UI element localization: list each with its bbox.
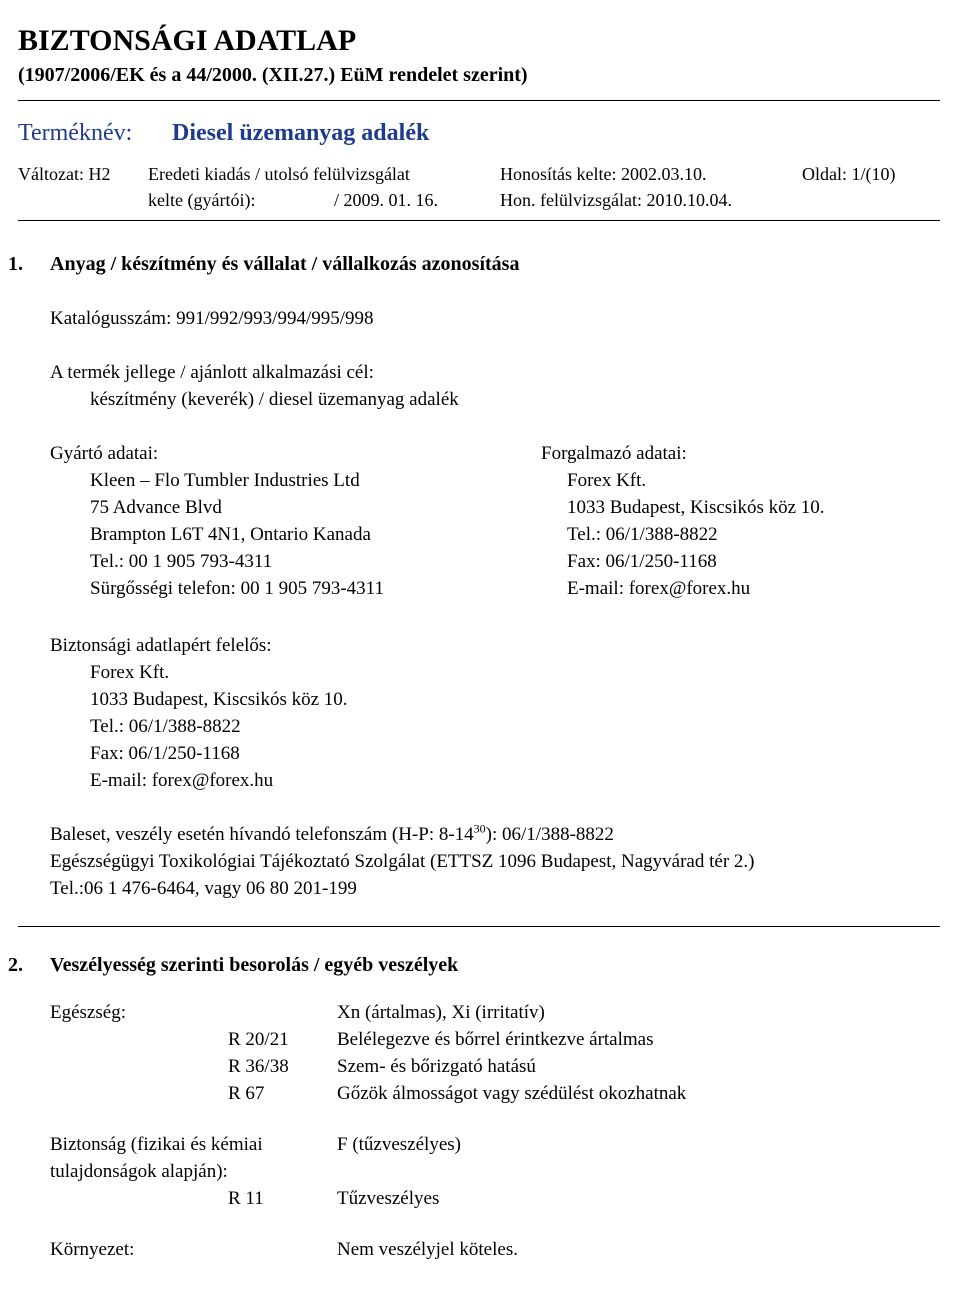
product-name: Diesel üzemanyag adalék <box>172 120 430 146</box>
distributor-line: Forex Kft. <box>567 470 647 491</box>
manufacturer-line: Brampton L6T 4N1, Ontario Kanada <box>90 524 371 545</box>
r-phrase-code: R 67 <box>228 1083 265 1104</box>
section-divider <box>18 926 940 927</box>
header-rule-bottom <box>18 220 940 221</box>
distributor-line: 1033 Budapest, Kiscsikós köz 10. <box>567 497 825 518</box>
section1-number: 1. <box>8 253 23 275</box>
manufacturer-line: Kleen – Flo Tumbler Industries Ltd <box>90 470 360 491</box>
page-number: Oldal: 1/(10) <box>802 164 896 184</box>
r-phrase-text: Tűzveszélyes <box>337 1188 440 1209</box>
issue-date: / 2009. 01. 16. <box>334 190 439 210</box>
r-phrase-text: Belélegezve és bőrrel érintkezve ártalmas <box>337 1029 654 1050</box>
issue-label-1: Eredeti kiadás / utolsó felülvizsgálat <box>148 164 410 184</box>
ettsz-tel: Tel.:06 1 476-6464, vagy 06 80 201-199 <box>50 878 357 899</box>
purpose-value: készítmény (keverék) / diesel üzemanyag adalék <box>90 389 459 410</box>
purpose-label: A termék jellege / ajánlott alkalmazási cél: <box>50 362 374 383</box>
distributor-label: Forgalmazó adatai: <box>541 443 687 464</box>
r-phrase-text: Gőzök álmosságot vagy szédülést okozhatnak <box>337 1083 687 1104</box>
responsible-line: 1033 Budapest, Kiscsikós köz 10. <box>90 689 348 710</box>
section2-title: Veszélyesség szerinti besorolás / egyéb veszélyek <box>50 954 459 976</box>
hon-review: Hon. felülvizsgálat: 2010.10.04. <box>500 190 732 210</box>
issue-label-2: kelte (gyártói): <box>148 190 256 210</box>
ettsz-info: Egészségügyi Toxikológiai Tájékoztató Szolgálat (ETTSZ 1096 Budapest, Nagyvárad tér 2.) <box>50 851 755 872</box>
manufacturer-label: Gyártó adatai: <box>50 443 159 464</box>
safety-label: Biztonság (fizikai és kémiai <box>50 1134 263 1155</box>
r-phrase-code: R 20/21 <box>228 1029 289 1050</box>
responsible-line: Tel.: 06/1/388-8822 <box>90 716 241 737</box>
distributor-line: Fax: 06/1/250-1168 <box>567 551 717 572</box>
version: Változat: H2 <box>18 164 111 184</box>
environment-value: Nem veszélyjel köteles. <box>337 1239 518 1260</box>
distributor-email[interactable]: E-mail: forex@forex.hu <box>567 578 751 599</box>
health-class: Xn (ártalmas), Xi (irritatív) <box>337 1002 545 1023</box>
safety-class: F (tűzveszélyes) <box>337 1134 461 1155</box>
section1-title: Anyag / készítmény és vállalat / vállalkozás azonosítása <box>50 253 520 275</box>
document-title: BIZTONSÁGI ADATLAP <box>18 24 357 57</box>
responsible-line: Fax: 06/1/250-1168 <box>90 743 240 764</box>
manufacturer-line: Sürgősségi telefon: 00 1 905 793-4311 <box>90 578 384 599</box>
health-label: Egészség: <box>50 1002 126 1023</box>
section2-number: 2. <box>8 954 23 976</box>
r-phrase-code: R 11 <box>228 1188 264 1209</box>
responsible-label: Biztonsági adatlapért felelős: <box>50 635 272 656</box>
document-subtitle: (1907/2006/EK és a 44/2000. (XII.27.) EüM rendelet szerint) <box>18 64 528 86</box>
product-label: Terméknév: <box>18 120 133 146</box>
responsible-line: Forex Kft. <box>90 662 170 683</box>
responsible-email[interactable]: E-mail: forex@forex.hu <box>90 770 274 791</box>
manufacturer-line: 75 Advance Blvd <box>90 497 222 518</box>
safety-label-cont: tulajdonságok alapján): <box>50 1161 228 1182</box>
catalog-number: Katalógusszám: 991/992/993/994/995/998 <box>50 308 374 329</box>
hon-date: Honosítás kelte: 2002.03.10. <box>500 164 707 184</box>
manufacturer-line: Tel.: 00 1 905 793-4311 <box>90 551 273 572</box>
header-rule-top <box>18 100 940 101</box>
r-phrase-text: Szem- és bőrizgató hatású <box>337 1056 536 1077</box>
distributor-line: Tel.: 06/1/388-8822 <box>567 524 718 545</box>
environment-label: Környezet: <box>50 1239 135 1260</box>
r-phrase-code: R 36/38 <box>228 1056 289 1077</box>
emergency-phone: Baleset, veszély esetén hívandó telefonszám (H-P: $8-14^{30}$): 06/1/388-8822 <box>50 821 614 845</box>
